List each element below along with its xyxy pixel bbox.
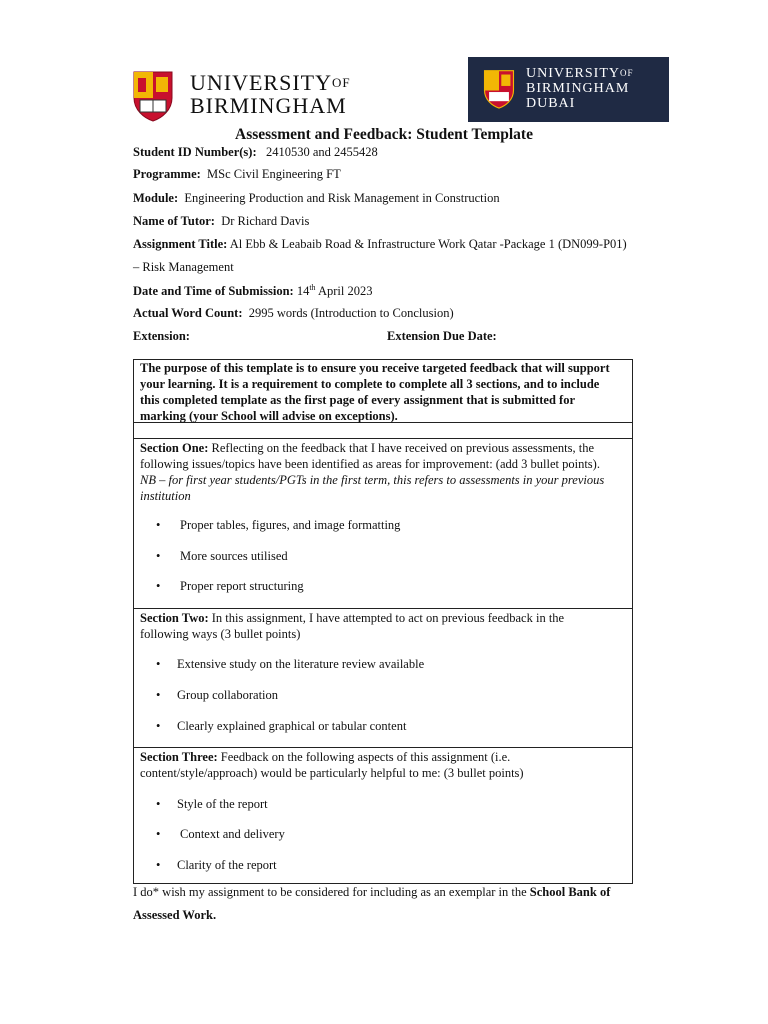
document-title: Assessment and Feedback: Student Template <box>235 126 533 143</box>
section-two-box <box>133 608 633 748</box>
purpose-line: this completed template as the first page of every assignment that is submitted for <box>140 393 576 407</box>
dubai-logo-university-text: UNIVERSITY <box>526 66 620 81</box>
section-one-line1: Reflecting on the feedback that I have received on previous assessments, the <box>208 441 595 455</box>
bullet-text: Extensive study on the literature review available <box>177 657 425 671</box>
table-spacer-row <box>133 423 633 439</box>
submission-label: Date and Time of Submission: <box>133 284 294 299</box>
tutor-value: Dr Richard Davis <box>221 214 310 228</box>
bullet-text: Context and delivery <box>180 827 285 841</box>
bullet-dot-icon: • <box>156 518 161 532</box>
section-one-heading: Section One: <box>140 441 209 455</box>
bullet-dot-icon: • <box>156 797 161 811</box>
purpose-line: marking (your School will advise on exceptions). <box>140 409 398 423</box>
extension-due-label: Extension Due Date: <box>387 329 497 343</box>
section-one-intro <box>140 440 626 456</box>
bullet-dot-icon: • <box>156 549 161 563</box>
shield-icon <box>483 69 515 109</box>
dubai-logo-of-text: OF <box>620 68 634 78</box>
section-one-box <box>133 438 633 609</box>
bullet-text: Clearly explained graphical or tabular content <box>177 719 407 733</box>
section-two-intro <box>140 610 626 626</box>
module-label: Module: <box>133 191 179 205</box>
student-id-field <box>133 145 378 160</box>
exemplar-statement <box>133 885 610 900</box>
bullet-dot-icon: • <box>156 579 161 593</box>
section-one-note2: institution <box>140 489 191 503</box>
university-logo <box>132 70 352 122</box>
word-count-value: 2995 words (Introduction to Conclusion) <box>248 306 454 320</box>
tutor-label: Name of Tutor: <box>133 214 215 228</box>
purpose-line: The purpose of this template is to ensure you receive targeted feedback that will support <box>140 361 610 375</box>
submission-field <box>133 283 373 299</box>
programme-field <box>133 167 341 182</box>
dubai-logo-dubai-text: DUBAI <box>526 96 576 111</box>
section-three-intro <box>140 749 626 765</box>
exemplar-bold-2: Assessed Work. <box>133 908 217 922</box>
bullet-dot-icon: • <box>156 657 161 671</box>
section-three-heading: Section Three: <box>140 750 218 764</box>
section-three-line2: content/style/approach) would be particularly helpful to me: (3 bullet points) <box>140 766 524 780</box>
assignment-title-value: Al Ebb & Leabaib Road & Infrastructure Work Qatar -Package 1 (DN099-P01) <box>229 237 627 251</box>
module-field <box>133 191 500 206</box>
section-three-box <box>133 747 633 884</box>
exemplar-statement-cont <box>133 908 216 923</box>
logo-of-text: OF <box>332 75 351 90</box>
module-value: Engineering Production and Risk Management in Construction <box>184 191 500 205</box>
shield-icon <box>132 70 174 122</box>
bullet-text: More sources utilised <box>180 549 288 563</box>
exemplar-text: I do* wish my assignment to be considered for including as an exemplar in the <box>133 885 530 899</box>
bullet-dot-icon: • <box>156 688 161 702</box>
exemplar-bold-1: School Bank of <box>529 885 611 899</box>
student-id-value: 2410530 and 2455428 <box>266 145 378 159</box>
dubai-logo-birmingham-text: BIRMINGHAM <box>526 81 630 96</box>
university-dubai-logo <box>468 57 669 122</box>
extension-due-field <box>387 329 497 344</box>
programme-label: Programme: <box>133 167 201 181</box>
bullet-text: Style of the report <box>177 797 268 811</box>
submission-day: 14 <box>296 284 310 299</box>
logo-university-text: UNIVERSITY <box>190 70 332 95</box>
bullet-text: Clarity of the report <box>177 858 277 872</box>
programme-value: MSc Civil Engineering FT <box>207 167 341 181</box>
tutor-field <box>133 214 309 229</box>
bullet-dot-icon: • <box>156 827 161 841</box>
purpose-box <box>133 359 633 423</box>
extension-label: Extension: <box>133 329 190 343</box>
assignment-title-continuation: – Risk Management <box>133 260 234 274</box>
bullet-text: Group collaboration <box>177 688 279 702</box>
extension-field <box>133 329 190 344</box>
section-two-line1: In this assignment, I have attempted to act on previous feedback in the <box>208 611 565 625</box>
section-two-heading: Section Two: <box>140 611 209 625</box>
section-three-line1: Feedback on the following aspects of this assignment (i.e. <box>217 750 511 764</box>
section-two-line2: following ways (3 bullet points) <box>140 627 301 641</box>
submission-day-suffix: th <box>309 283 316 292</box>
student-id-label: Student ID Number(s): <box>133 145 257 159</box>
purpose-line: your learning. It is a requirement to complete to complete all 3 sections, and to include <box>140 377 600 391</box>
section-one-note1: NB – for first year students/PGTs in the first term, this refers to assessments in your previous <box>140 473 605 487</box>
bullet-dot-icon: • <box>156 858 161 872</box>
section-one-line2: following issues/topics have been identified as areas for improvement: (add 3 bullet points). <box>140 457 600 471</box>
logo-birmingham-text: BIRMINGHAM <box>190 93 347 118</box>
submission-date-rest: April 2023 <box>315 284 373 299</box>
word-count-label: Actual Word Count: <box>133 306 243 320</box>
bullet-text: Proper report structuring <box>180 579 304 593</box>
assignment-title-label: Assignment Title: <box>133 237 228 251</box>
assignment-title-field <box>133 237 627 252</box>
bullet-dot-icon: • <box>156 719 161 733</box>
bullet-text: Proper tables, figures, and image formatting <box>180 518 401 532</box>
word-count-field <box>133 306 454 321</box>
